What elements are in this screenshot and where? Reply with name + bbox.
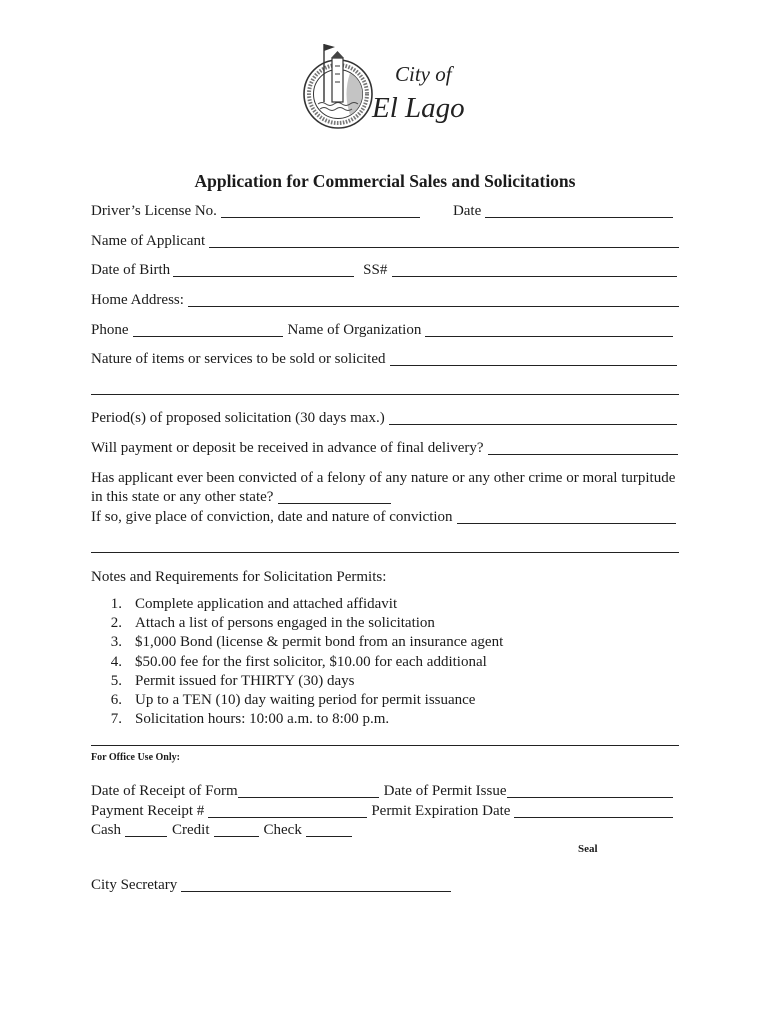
date-label: Date xyxy=(452,203,482,219)
birth-date-ssn-row xyxy=(91,261,677,279)
home-address-row xyxy=(91,291,679,309)
list-item-text: Attach a list of persons engaged in the solicitation xyxy=(135,615,435,632)
notes-heading: Notes and Requirements for Solicitation Permits: xyxy=(91,569,387,585)
credit-label: Credit xyxy=(172,822,210,838)
city-secretary-signature-field[interactable] xyxy=(181,891,451,892)
advance-payment-field[interactable] xyxy=(488,454,678,455)
list-item-number: 2. xyxy=(110,615,122,632)
cash-field[interactable] xyxy=(125,836,167,837)
permit-expiration-field[interactable] xyxy=(514,817,673,818)
date-field[interactable] xyxy=(485,217,673,218)
city-secretary-label: City Secretary xyxy=(91,877,178,893)
conviction-details-continuation-field[interactable] xyxy=(91,552,679,553)
credit-field[interactable] xyxy=(214,836,259,837)
phone-organization-row xyxy=(91,321,673,339)
list-item-text: $1,000 Bond (license & permit bond from an insurance agent xyxy=(135,634,504,651)
phone-field[interactable] xyxy=(133,336,283,337)
list-item xyxy=(91,710,679,729)
check-label: Check xyxy=(263,822,302,838)
home-address-field[interactable] xyxy=(188,306,679,307)
check-field[interactable] xyxy=(306,836,352,837)
city-seal-logo xyxy=(298,40,378,135)
list-item-text: Permit issued for THIRTY (30) days xyxy=(135,672,355,689)
list-item-text: $50.00 fee for the first solicitor, $10.00 for each additional xyxy=(135,653,487,670)
applicant-name-label: Name of Applicant xyxy=(91,233,206,249)
receipt-date-label: Date of Receipt of Form xyxy=(91,783,238,799)
page-title: Application for Commercial Sales and Solicitations xyxy=(194,171,576,191)
list-item-number: 6. xyxy=(110,691,122,708)
payment-receipt-field[interactable] xyxy=(208,817,367,818)
permit-expiration-label: Permit Expiration Date xyxy=(371,803,511,819)
list-item-text: Up to a TEN (10) day waiting period for permit issuance xyxy=(135,691,476,708)
list-item-number: 5. xyxy=(110,672,122,689)
solicitation-period-label: Period(s) of proposed solicitation (30 days max.) xyxy=(91,410,385,426)
organization-label: Name of Organization xyxy=(287,322,422,338)
drivers-license-label: Driver’s License No. xyxy=(91,203,217,219)
list-item xyxy=(91,672,679,691)
list-item-number: 4. xyxy=(110,653,122,670)
organization-field[interactable] xyxy=(425,336,673,337)
list-item xyxy=(91,653,679,672)
nature-of-items-row xyxy=(91,350,677,368)
nature-of-items-field[interactable] xyxy=(390,365,677,366)
notes-heading-row xyxy=(91,568,679,586)
cash-label: Cash xyxy=(91,822,121,838)
advance-payment-label: Will payment or deposit be received in advance of final delivery? xyxy=(91,440,484,456)
conviction-details-label: If so, give place of conviction, date and nature of conviction xyxy=(91,509,453,525)
drivers-license-field[interactable] xyxy=(221,217,420,218)
logo-el-lago-text: El Lago xyxy=(372,92,465,124)
home-address-label: Home Address: xyxy=(91,292,184,308)
conviction-details-row xyxy=(91,508,676,526)
birth-date-field[interactable] xyxy=(173,276,354,277)
birth-date-label: Date of Birth xyxy=(91,262,171,278)
nature-of-items-continuation-field[interactable] xyxy=(91,394,679,395)
payment-receipt-label: Payment Receipt # xyxy=(91,803,205,819)
list-item-number: 3. xyxy=(110,634,122,651)
conviction-answer-row xyxy=(91,488,411,506)
conviction-question-line1: Has applicant ever been convicted of a felony of any nature or any other crime or moral turpitude xyxy=(91,470,676,486)
permit-issue-field[interactable] xyxy=(507,797,673,798)
conviction-answer-field[interactable] xyxy=(278,503,391,504)
applicant-name-field[interactable] xyxy=(209,247,679,248)
city-secretary-row xyxy=(91,876,461,894)
list-item-number: 7. xyxy=(110,711,122,728)
receipt-date-field[interactable] xyxy=(238,797,379,798)
nature-of-items-label: Nature of items or services to be sold or solicited xyxy=(91,351,386,367)
receipt-permit-issue-row xyxy=(91,782,673,800)
permit-issue-label: Date of Permit Issue xyxy=(383,783,507,799)
notes-list xyxy=(91,595,679,729)
solicitation-period-row xyxy=(91,409,677,427)
list-item-number: 1. xyxy=(110,596,122,612)
conviction-question-row xyxy=(91,469,679,487)
phone-label: Phone xyxy=(91,322,129,338)
drivers-license-row xyxy=(91,202,673,220)
conviction-question-line2: in this state or any other state? xyxy=(91,489,274,505)
office-use-heading: For Office Use Only: xyxy=(91,752,180,763)
list-item xyxy=(91,595,679,614)
seal-label: Seal xyxy=(578,843,598,855)
conviction-details-field[interactable] xyxy=(457,523,676,524)
logo-city-of-text: City of xyxy=(395,62,452,86)
list-item xyxy=(91,633,679,652)
advance-payment-row xyxy=(91,439,678,457)
ssn-label: SS# xyxy=(363,262,388,278)
payment-method-row xyxy=(91,821,391,839)
solicitation-period-field[interactable] xyxy=(389,424,677,425)
ssn-field[interactable] xyxy=(392,276,677,277)
list-item xyxy=(91,614,679,633)
list-item-text: Complete application and attached affidavit xyxy=(135,596,398,612)
list-item xyxy=(91,691,679,710)
office-section-divider xyxy=(91,745,679,746)
list-item-text: Solicitation hours: 10:00 a.m. to 8:00 p.m. xyxy=(135,711,390,728)
payment-expiration-row xyxy=(91,802,673,820)
applicant-name-row xyxy=(91,232,679,250)
